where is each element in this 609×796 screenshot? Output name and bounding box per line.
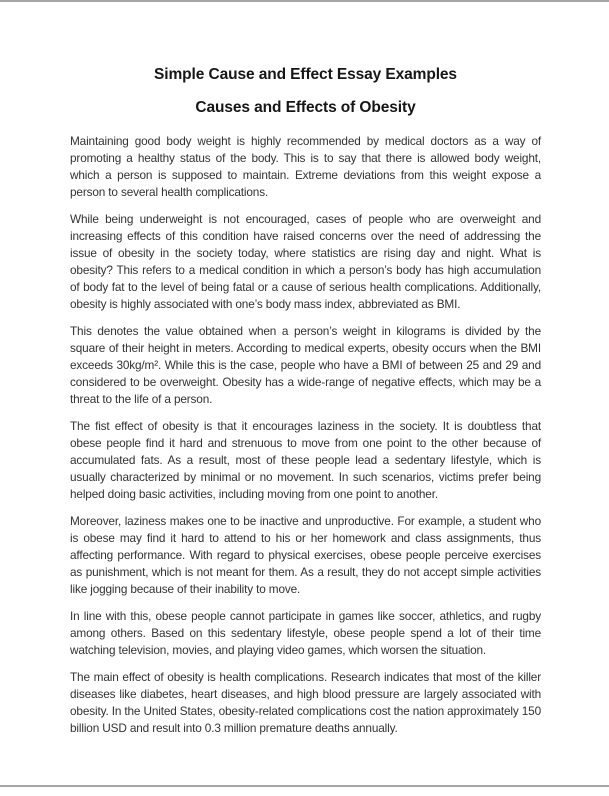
essay-content (70, 0, 541, 737)
essay-body (70, 133, 541, 737)
essay-paragraph: The fist effect of obesity is that it encourages laziness in the society. It is doubtless that obese people find it hard and strenuous to move from one point to the other because of accumulated fats. As a result, most of these people lead a sedentary lifestyle, which is usually characterized by minimal or no movement. In such scenarios, victims prefer being helped doing basic activities, including moving from one point to another. (70, 419, 541, 501)
essay-paragraph: Maintaining good body weight is highly recommended by medical doctors as a way of promoting a healthy status of the body. This is to say that there is allowed body weight, which a person is supposed to maintain. Extreme deviations from this weight expose a person to several health complications. (70, 134, 541, 199)
page-bottom-edge (0, 785, 609, 787)
essay-paragraph: The main effect of obesity is health complications. Research indicates that most of the killer diseases like diabetes, heart diseases, and high blood pressure are largely associated with obesity. In the United States, obesity-related complications cost the nation approximately 150 billion USD and result into 0.3 million premature deaths annually. (70, 670, 541, 735)
essay-title: Causes and Effects of Obesity (195, 99, 416, 116)
essay-paragraph: Moreover, laziness makes one to be inactive and unproductive. For example, a student who is obese may find it hard to attend to his or her homework and class assignments, thus affecting performance. With regard to physical exercises, obese people perceive exercises as punishment, which is not meant for them. As a result, they do not accept simple activities like jogging because of their inability to move. (70, 514, 541, 596)
essay-paragraph: This denotes the value obtained when a person’s weight in kilograms is divided by the square of their height in meters. According to medical experts, obesity occurs when the BMI exceeds 30kg/m². While this is the case, people who have a BMI of between 25 and 29 and considered to be overweight. Obesity has a wide-range of negative effects, which may be a threat to the life of a person. (70, 324, 541, 406)
document-title: Simple Cause and Effect Essay Examples (154, 66, 457, 83)
essay-paragraph: In line with this, obese people cannot participate in games like soccer, athletics, and rugby among others. Based on this sedentary lifestyle, obese people spend a lot of their time watching television, movies, and playing video games, which worsen the situation. (70, 609, 541, 657)
essay-paragraph: While being underweight is not encouraged, cases of people who are overweight and increasing effects of this condition have raised concerns over the need of addressing the issue of obesity in the society today, where statistics are rising day and night. What is obesity? This refers to a medical condition in which a person’s body has high accumulation of body fat to the level of being fatal or a cause of serious health complications. Additionally, obesity is highly associated with one’s body mass index, abbreviated as BMI. (70, 212, 541, 311)
